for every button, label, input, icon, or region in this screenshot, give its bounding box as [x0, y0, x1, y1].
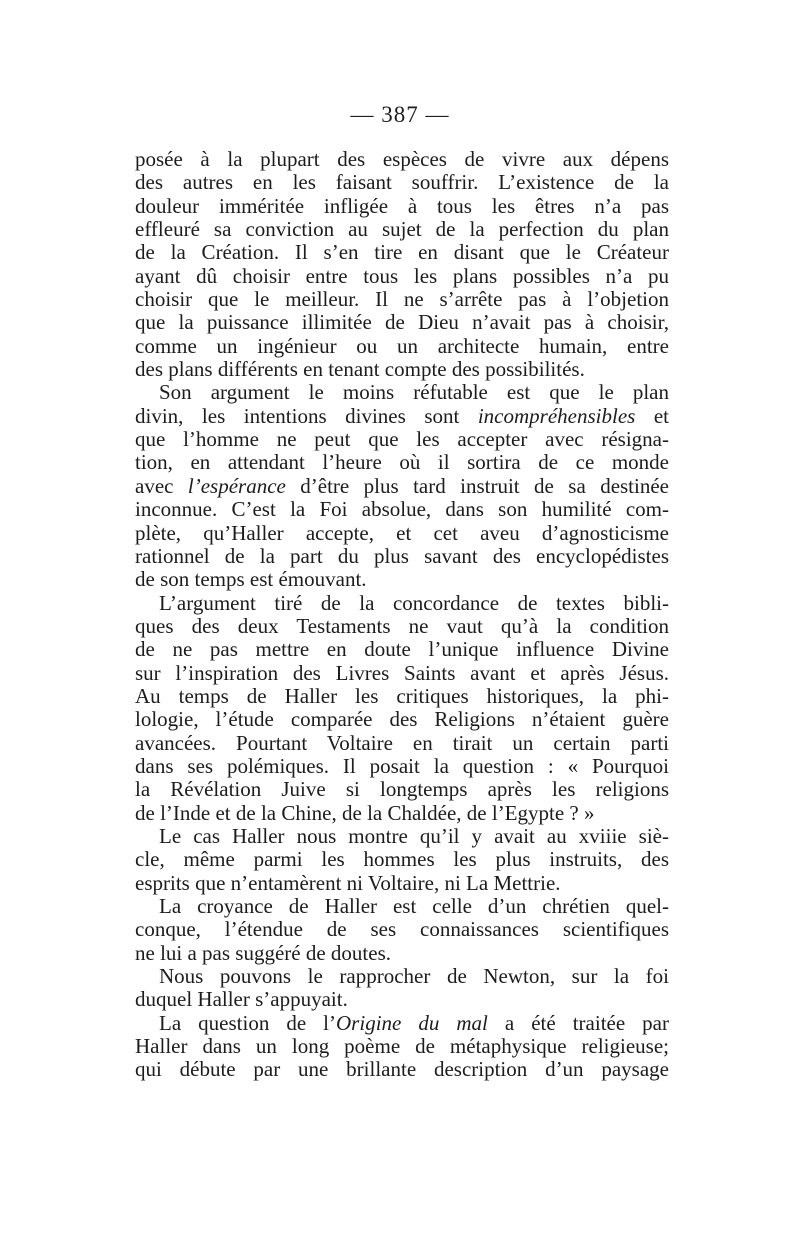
text-line: que l’homme ne peut que les accepter avec résigna- [135, 427, 669, 452]
text-line [135, 1012, 669, 1035]
italic-text-run: l’espérance [187, 473, 286, 498]
text-line: de son temps est émouvant. [135, 567, 367, 592]
text-line: ques des deux Testaments ne vaut qu’à la condition [135, 613, 669, 638]
text-line: de la Création. Il s’en tire en disant que le Créateur [135, 240, 669, 265]
text-line: duquel Haller s’appuyait. [135, 987, 348, 1012]
body-text [135, 148, 669, 1082]
text-line [135, 475, 669, 498]
text-line: Haller dans un long poème de métaphysique religieuse; [135, 1034, 669, 1059]
italic-text-run: Origine du mal [336, 1010, 488, 1035]
text-line: tion, en attendant l’heure où il sortira de ce monde [135, 450, 669, 475]
text-line: que la puissance illimitée de Dieu n’avait pas à choisir, [135, 310, 669, 335]
text-line: Son argument le moins réfutable est que le plan [159, 380, 669, 405]
text-line: L’argument tiré de la concordance de textes bibli- [159, 590, 669, 615]
text-line: ne lui a pas suggéré de doutes. [135, 940, 392, 965]
page-number: — 387 — [350, 102, 450, 127]
text-line: Au temps de Haller les critiques historiques, la phi- [135, 683, 669, 708]
text-run: La question de l’ [159, 1010, 337, 1035]
text-line: conque, l’étendue de ses connaissances scientifiques [135, 917, 669, 942]
text-run: divin, les intentions divines sont [135, 403, 478, 428]
text-line: des plans différents en tenant compte des possibilités. [135, 357, 585, 382]
text-line: La croyance de Haller est celle d’un chrétien quel- [159, 894, 669, 918]
text-line: des autres en les faisant souffrir. L’existence de la [135, 170, 669, 195]
text-run: d’être plus tard instruit de sa destinée [285, 473, 669, 498]
text-run: avec [135, 473, 188, 498]
text-line: lologie, l’étude comparée des Religions n’étaient guère [135, 707, 669, 732]
text-run: a été traitée par [487, 1010, 670, 1035]
text-line: douleur imméritée infligée à tous les êtres n’a pas [135, 193, 669, 218]
text-line: la Révélation Juive si longtemps après les religions [135, 777, 669, 802]
text-line: cle, même parmi les hommes les plus instruits, des [135, 847, 669, 872]
text-line: plète, qu’Haller accepte, et cet aveu d’agnosticisme [135, 520, 669, 545]
text-line: posée à la plupart des espèces de vivre aux dépens [135, 147, 669, 171]
text-line: comme un ingénieur ou un architecte humain, entre [135, 333, 669, 358]
text-line: de ne pas mettre en doute l’unique influence Divine [135, 637, 669, 662]
text-line: esprits que n’entamèrent ni Voltaire, ni La Mettrie. [135, 870, 561, 895]
text-line: inconnue. C’est la Foi absolue, dans son humilité com- [135, 497, 669, 522]
text-line: avancées. Pourtant Voltaire en tirait un certain parti [135, 730, 669, 755]
text-line: rationnel de la part du plus savant des encyclopédistes [135, 543, 669, 568]
text-line: Le cas Haller nous montre qu’il y avait au xviiie siè- [159, 823, 669, 848]
text-line: ayant dû choisir entre tous les plans possibles n’a pu [135, 263, 669, 288]
text-line: sur l’inspiration des Livres Saints avant et après Jésus. [135, 660, 669, 685]
text-line: effleuré sa conviction au sujet de la perfection du plan [135, 217, 669, 242]
text-line: Nous pouvons le rapprocher de Newton, sur la foi [159, 964, 669, 989]
text-line: qui débute par une brillante description d’un paysage [135, 1057, 669, 1082]
text-line [135, 405, 669, 428]
text-line: choisir que le meilleur. Il ne s’arrête pas à l’objetion [135, 287, 669, 312]
italic-text-run: incompréhensibles [477, 403, 636, 428]
text-run: et [635, 403, 670, 428]
text-line: dans ses polémiques. Il posait la question : « Pourquoi [135, 753, 669, 778]
text-line: de l’Inde et de la Chine, de la Chaldée, de l’Egypte ? » [135, 800, 595, 825]
